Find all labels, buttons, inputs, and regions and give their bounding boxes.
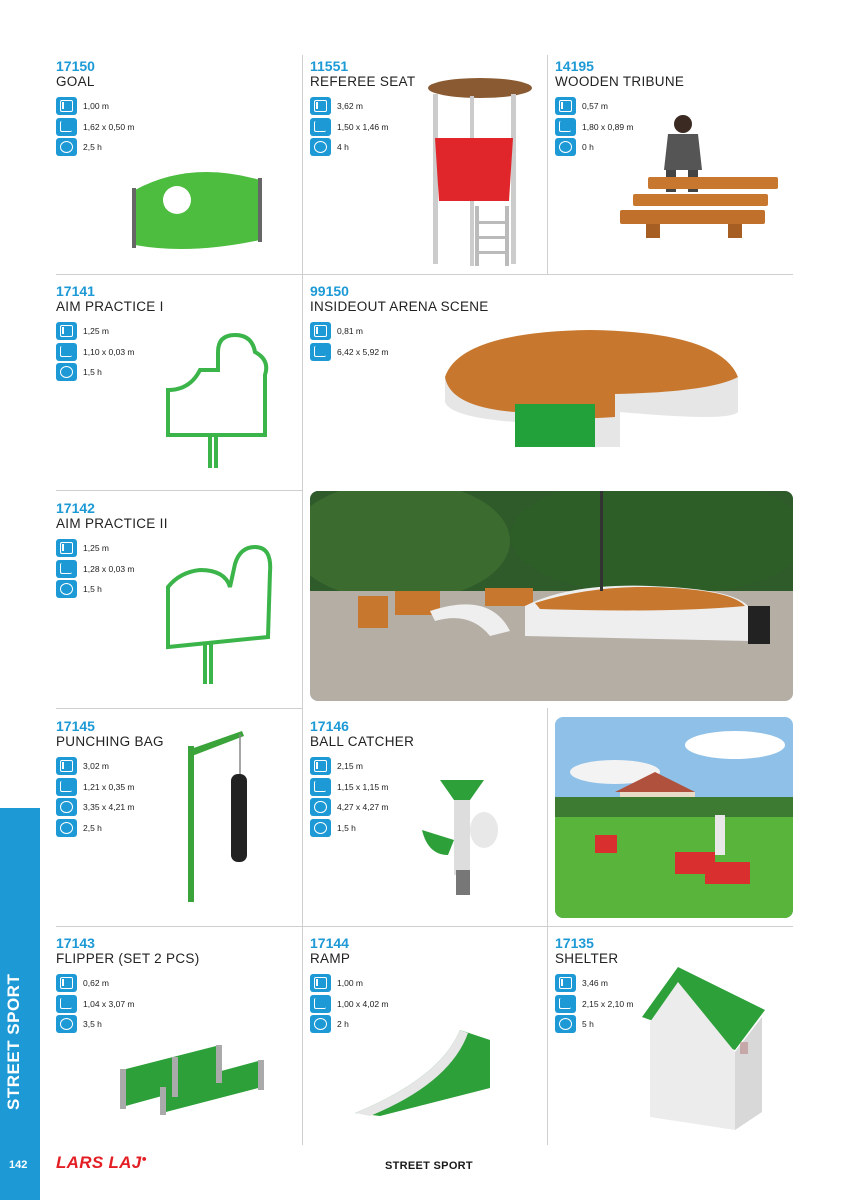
install-time-icon [56,363,77,381]
spec-height: 3,46 m [582,978,608,989]
spec-footprint: 6,42 x 5,92 m [337,346,389,357]
height-icon [56,757,77,775]
install-time-icon [56,819,77,837]
product-name: BALL CATCHER [310,734,415,749]
product-name: PUNCHING BAG [56,734,164,749]
field-photo [555,717,793,918]
product-name: AIM PRACTICE II [56,516,168,531]
brand-mark: ● [141,1153,148,1164]
spec-footprint: 1,15 x 1,15 m [337,781,389,792]
spec-time: 3,5 h [83,1019,102,1030]
goal-image [130,160,270,255]
spec-height: 1,00 m [83,101,109,112]
aim-practice-2-image [160,542,280,687]
product-name: REFEREE SEAT [310,74,416,89]
product-code: 17145 [56,718,95,734]
referee-seat-image [425,76,535,266]
height-icon [310,97,331,115]
product-card [56,718,296,838]
divider [547,708,548,926]
page-number: 142 [9,1159,28,1171]
spec-height: 1,25 m [83,543,109,554]
install-time-icon [56,138,77,156]
product-code: 17141 [56,283,95,299]
spec-footprint: 1,50 x 1,46 m [337,121,389,132]
height-icon [56,322,77,340]
spec-footprint: 1,28 x 0,03 m [83,563,135,574]
install-time-icon [555,138,576,156]
height-icon [310,974,331,992]
footprint-icon [310,995,331,1013]
spec-height: 1,25 m [83,326,109,337]
footprint-icon [56,995,77,1013]
height-icon [56,97,77,115]
spec-safety-zone: 4,27 x 4,27 m [337,802,389,813]
divider [56,490,302,491]
arena-photo [310,491,793,701]
arena-scene-image [440,322,740,452]
spec-safety-zone: 3,35 x 4,21 m [83,802,135,813]
product-name: AIM PRACTICE I [56,299,164,314]
spec-time: 2,5 h [83,142,102,153]
divider [547,55,548,275]
punching-bag-image [180,726,250,902]
footprint-icon [310,343,331,361]
product-card [56,935,296,1035]
footprint-icon [56,118,77,136]
product-card [310,935,540,1035]
spec-time: 4 h [337,142,349,153]
install-time-icon [310,138,331,156]
product-code: 17135 [555,935,594,951]
product-card [56,58,296,158]
spec-time: 0 h [582,142,594,153]
divider [56,708,302,709]
product-code: 11551 [310,58,349,74]
footprint-icon [555,995,576,1013]
spec-height: 0,57 m [582,101,608,112]
product-code: 17142 [56,500,95,516]
footer-title: STREET SPORT [385,1160,473,1172]
product-code: 17143 [56,935,95,951]
footprint-icon [56,343,77,361]
install-time-icon [56,580,77,598]
spec-height: 0,81 m [337,326,363,337]
install-time-icon [56,1015,77,1033]
height-icon [555,974,576,992]
product-code: 17144 [310,935,349,951]
product-name: FLIPPER (SET 2 PCS) [56,951,200,966]
spec-height: 1,00 m [337,978,363,989]
divider [547,926,548,1145]
spec-footprint: 1,62 x 0,50 m [83,121,135,132]
divider [302,55,303,1145]
spec-footprint: 1,04 x 3,07 m [83,998,135,1009]
footprint-icon [310,778,331,796]
footprint-icon [310,118,331,136]
shelter-image [640,962,770,1132]
spec-time: 5 h [582,1019,594,1030]
brand-name: LARS LAJ [56,1153,142,1172]
aim-practice-1-image [160,330,280,470]
footprint-icon [555,118,576,136]
brand-logo [56,1153,147,1173]
height-icon [310,322,331,340]
safety-zone-icon [56,798,77,816]
product-name: WOODEN TRIBUNE [555,74,685,89]
product-code: 99150 [310,283,349,299]
product-code: 17150 [56,58,95,74]
section-label [4,1078,164,1110]
product-code: 17146 [310,718,349,734]
spec-time: 1,5 h [337,822,356,833]
wooden-tribune-image [618,112,788,247]
install-time-icon [555,1015,576,1033]
spec-time: 2,5 h [83,822,102,833]
divider [56,926,793,927]
product-name: RAMP [310,951,351,966]
safety-zone-icon [310,798,331,816]
product-name: GOAL [56,74,95,89]
spec-footprint: 2,15 x 2,10 m [582,998,634,1009]
spec-footprint: 1,10 x 0,03 m [83,346,135,357]
footprint-icon [56,778,77,796]
product-code: 14195 [555,58,594,74]
spec-time: 2 h [337,1019,349,1030]
height-icon [56,539,77,557]
spec-height: 3,62 m [337,101,363,112]
spec-footprint: 1,21 x 0,35 m [83,781,135,792]
install-time-icon [310,819,331,837]
divider [56,274,793,275]
spec-height: 3,02 m [83,761,109,772]
spec-footprint: 1,80 x 0,89 m [582,121,634,132]
spec-time: 1,5 h [83,584,102,595]
product-name: INSIDEOUT ARENA SCENE [310,299,489,314]
spec-footprint: 1,00 x 4,02 m [337,998,389,1009]
ball-catcher-image [418,775,500,900]
footprint-icon [56,560,77,578]
spec-height: 0,62 m [83,978,109,989]
height-icon [56,974,77,992]
height-icon [555,97,576,115]
product-name: SHELTER [555,951,619,966]
height-icon [310,757,331,775]
spec-time: 1,5 h [83,367,102,378]
ramp-image [350,1028,495,1118]
install-time-icon [310,1015,331,1033]
spec-height: 2,15 m [337,761,363,772]
